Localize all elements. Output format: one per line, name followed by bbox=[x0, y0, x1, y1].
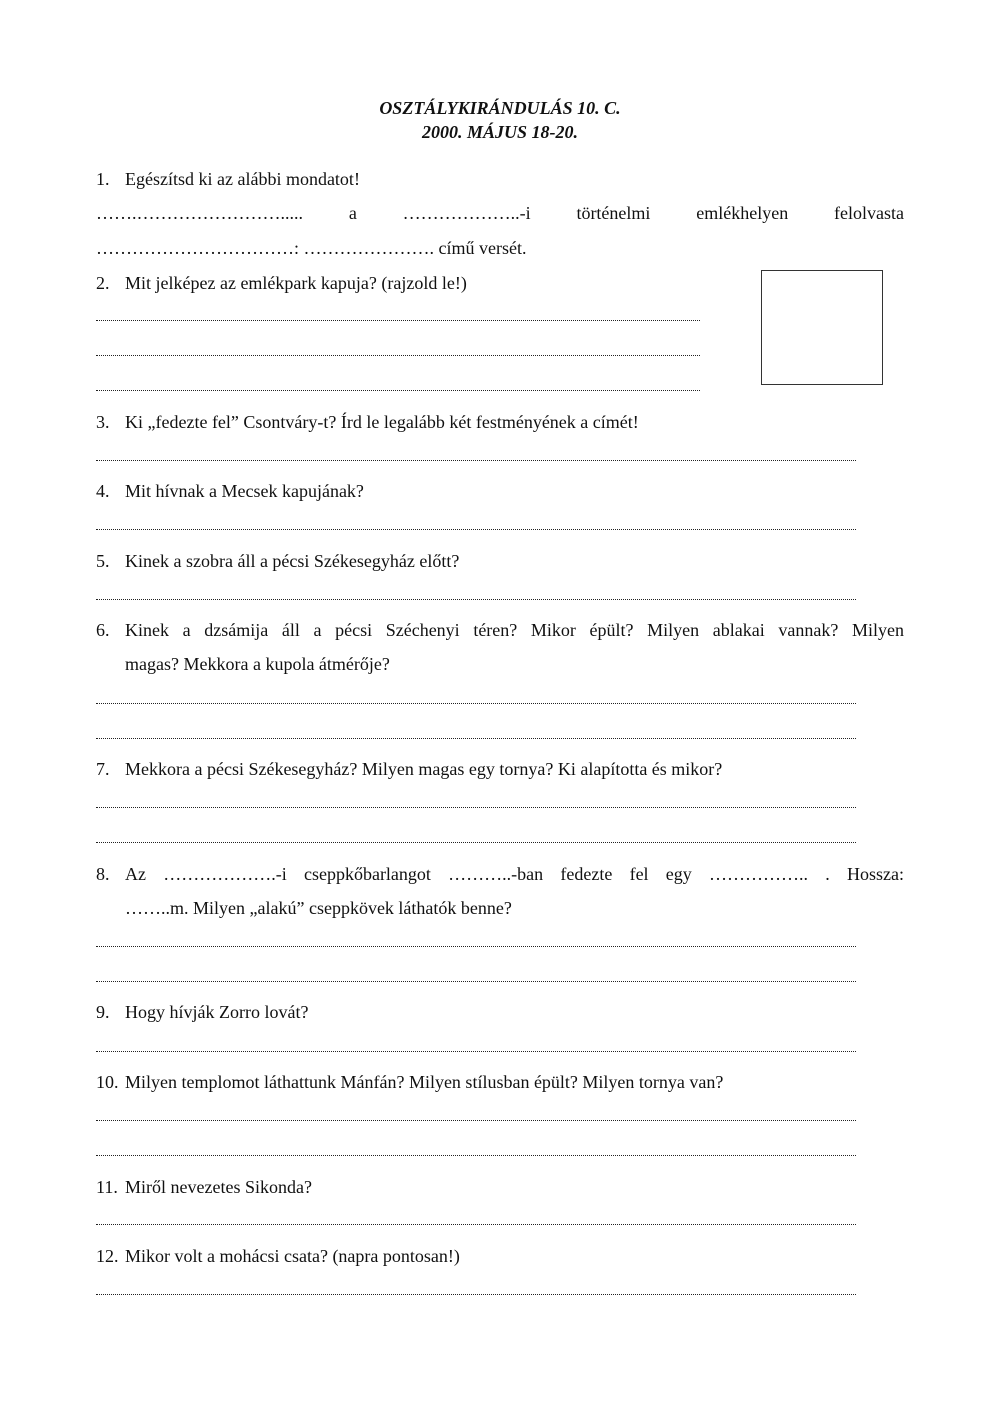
question-12-number: 12. bbox=[96, 1246, 119, 1266]
fill-segment: a bbox=[348, 203, 357, 223]
word: egy bbox=[665, 864, 692, 884]
question-6-number: 6. bbox=[96, 620, 110, 640]
question-8-text-line-2[interactable]: ……..m. Milyen „alakú” cseppkövek láthatók benne? bbox=[125, 898, 512, 918]
question-12-text: Mikor volt a mohácsi csata? (napra pontosan!) bbox=[125, 1246, 460, 1266]
fill-segment: történelmi bbox=[576, 203, 651, 223]
question-5-number: 5. bbox=[96, 551, 110, 571]
question-1-fill-line-1[interactable] bbox=[96, 202, 904, 224]
word: fel bbox=[629, 864, 649, 884]
answer-line[interactable] bbox=[96, 981, 856, 982]
answer-line[interactable] bbox=[96, 1224, 856, 1225]
word: dzsámija bbox=[204, 620, 269, 640]
question-10-number: 10. bbox=[96, 1072, 119, 1092]
word: Milyen bbox=[647, 620, 700, 640]
answer-line[interactable] bbox=[96, 738, 856, 739]
question-7-number: 7. bbox=[96, 759, 110, 779]
answer-line[interactable] bbox=[96, 807, 856, 808]
word: áll bbox=[281, 620, 300, 640]
question-1-number: 1. bbox=[96, 169, 110, 189]
question-9-number: 9. bbox=[96, 1002, 110, 1022]
fill-segment: ………………..-i bbox=[402, 203, 531, 223]
word: cseppkőbarlangot bbox=[303, 864, 431, 884]
question-8-number: 8. bbox=[96, 864, 110, 884]
word: ……………….-i bbox=[163, 864, 287, 884]
worksheet-date: 2000. MÁJUS 18-20. bbox=[421, 122, 578, 142]
question-2-text: Mit jelképez az emlékpark kapuja? (rajzold le!) bbox=[125, 273, 467, 293]
answer-line[interactable] bbox=[96, 390, 700, 391]
question-11-number: 11. bbox=[96, 1177, 118, 1197]
word: Az bbox=[125, 864, 146, 884]
question-3-number: 3. bbox=[96, 412, 110, 432]
answer-line[interactable] bbox=[96, 529, 856, 530]
answer-line[interactable] bbox=[96, 320, 700, 321]
word: a bbox=[313, 620, 322, 640]
word: Széchenyi bbox=[385, 620, 460, 640]
answer-line[interactable] bbox=[96, 1155, 856, 1156]
question-11-text: Miről nevezetes Sikonda? bbox=[125, 1177, 312, 1197]
fill-segment: felolvasta bbox=[834, 203, 904, 223]
word: épült? bbox=[589, 620, 634, 640]
fill-segment: emlékhelyen bbox=[696, 203, 789, 223]
question-9-text: Hogy hívják Zorro lovát? bbox=[125, 1002, 309, 1022]
question-6-text-line-1 bbox=[125, 619, 904, 641]
word: Kinek bbox=[125, 620, 169, 640]
word: …………….. bbox=[709, 864, 809, 884]
answer-line[interactable] bbox=[96, 842, 856, 843]
question-6-text-line-2: magas? Mekkora a kupola átmérője? bbox=[125, 654, 390, 674]
word: Mikor bbox=[530, 620, 576, 640]
question-3-text: Ki „fedezte fel” Csontváry-t? Írd le legalább két festményének a címét! bbox=[125, 412, 639, 432]
word: fedezte bbox=[560, 864, 613, 884]
fill-segment: …….……………………..... bbox=[96, 203, 303, 223]
word: ………..-ban bbox=[448, 864, 544, 884]
question-1-text: Egészítsd ki az alábbi mondatot! bbox=[125, 169, 360, 189]
question-7-text: Mekkora a pécsi Székesegyház? Milyen magas egy tornya? Ki alapította és mikor? bbox=[125, 759, 723, 779]
worksheet-title: OSZTÁLYKIRÁNDULÁS 10. C. bbox=[379, 98, 621, 118]
question-10-text: Milyen templomot láthattunk Mánfán? Milyen stílusban épült? Milyen tornya van? bbox=[125, 1072, 724, 1092]
word: pécsi bbox=[335, 620, 373, 640]
question-2-number: 2. bbox=[96, 273, 110, 293]
question-5-text: Kinek a szobra áll a pécsi Székesegyház előtt? bbox=[125, 551, 460, 571]
answer-line[interactable] bbox=[96, 460, 856, 461]
answer-line[interactable] bbox=[96, 355, 700, 356]
word: . bbox=[825, 864, 830, 884]
word: Hossza: bbox=[847, 864, 904, 884]
answer-line[interactable] bbox=[96, 1051, 856, 1052]
answer-line[interactable] bbox=[96, 599, 856, 600]
word: ablakai bbox=[712, 620, 765, 640]
word: Milyen bbox=[851, 620, 904, 640]
word: a bbox=[182, 620, 191, 640]
question-4-number: 4. bbox=[96, 481, 110, 501]
answer-line[interactable] bbox=[96, 1120, 856, 1121]
answer-line[interactable] bbox=[96, 1294, 856, 1295]
question-1-fill-line-2[interactable]: ……………………………: …………………. című versét. bbox=[96, 238, 527, 258]
drawing-box[interactable] bbox=[761, 270, 883, 385]
question-8-text-line-1[interactable] bbox=[125, 863, 904, 885]
word: vannak? bbox=[778, 620, 839, 640]
answer-line[interactable] bbox=[96, 946, 856, 947]
question-4-text: Mit hívnak a Mecsek kapujának? bbox=[125, 481, 364, 501]
word: téren? bbox=[473, 620, 518, 640]
answer-line[interactable] bbox=[96, 703, 856, 704]
